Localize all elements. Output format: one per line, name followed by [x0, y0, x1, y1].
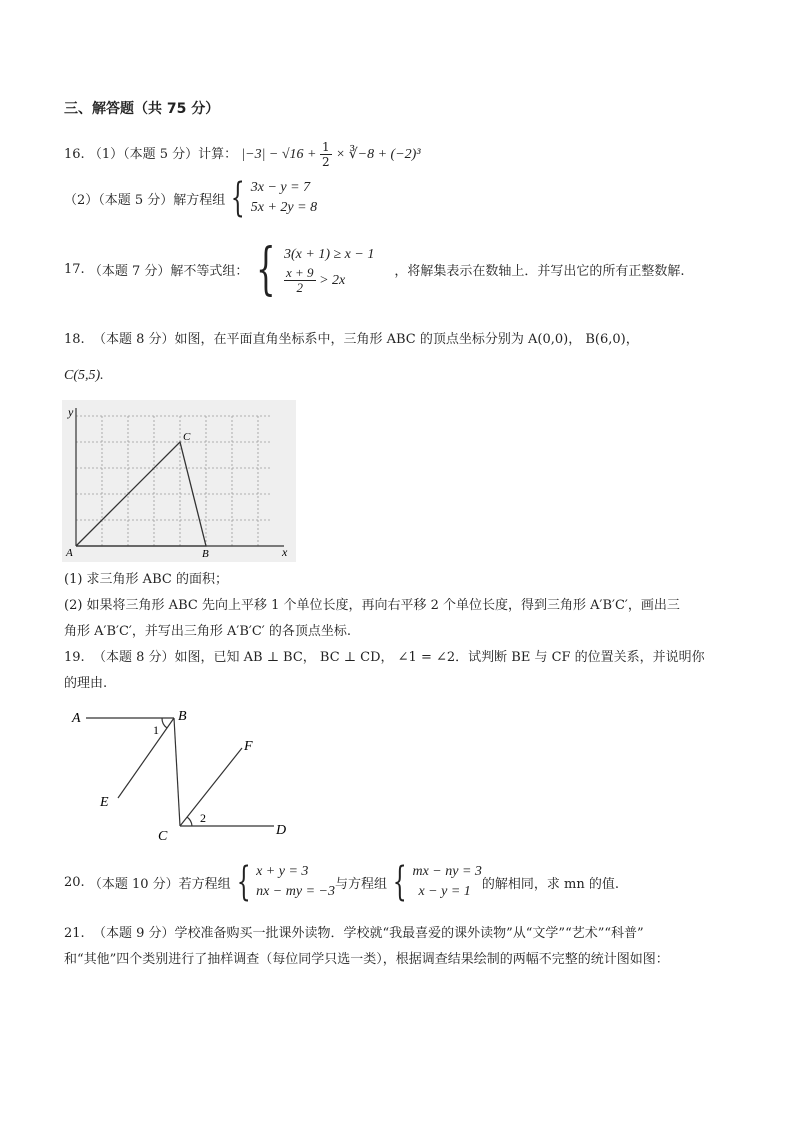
q17-eq2-rest: > 2x [319, 272, 346, 288]
q16-p1-expr-b: × ∛−8 + (−2)³ [335, 147, 421, 162]
q20-s1-eq2: nx − my = −3 [256, 884, 335, 899]
q17-number: 17. [64, 262, 85, 277]
label-e: E [100, 795, 109, 810]
q16-eq1: 3x − y = 7 [250, 180, 311, 195]
left-brace-icon: { [256, 236, 276, 302]
q17-system [248, 236, 375, 302]
q16-part1 [64, 140, 421, 169]
q20-number: 20. [64, 874, 85, 890]
label-b: B [202, 548, 209, 560]
q21-text1 [64, 922, 644, 941]
q19-text1 [64, 646, 705, 665]
left-brace-icon: { [231, 175, 246, 221]
q17-prefix: （本题 7 分）解不等式组： [88, 264, 249, 279]
q17-eq2-frac [284, 266, 316, 295]
angle-1-arc [162, 718, 167, 728]
q19-body: （本题 8 分）如图，已知 AB ⊥ BC， BC ⊥ CD， ∠1 = ∠2．试判断 BE 与 CF 的位置关系，并说明你 [92, 650, 705, 665]
segment-bc [174, 718, 180, 826]
left-brace-icon: { [236, 859, 251, 905]
q17-eq1: 3(x + 1) ≥ x − 1 [284, 247, 375, 262]
q18-number: 18. [64, 332, 85, 347]
label-d: D [276, 823, 287, 838]
left-brace-icon: { [392, 859, 407, 905]
q20 [64, 859, 619, 905]
label-angle-2: 2 [200, 811, 206, 825]
label-c: C [158, 829, 168, 844]
q16-p1-prefix: （1）（本题 5 分）计算： [88, 147, 238, 162]
segment-be [118, 718, 174, 798]
q18-text2: C(5,5). [64, 368, 104, 383]
segment-cf [180, 748, 242, 826]
q18-body: （本题 8 分）如图，在平面直角坐标系中，三角形 ABC 的顶点坐标分别为 A(0,0)， B(6,0)， [92, 332, 639, 347]
q19-figure [66, 700, 296, 848]
q20-system1 [231, 859, 335, 905]
q16-number: 16. [64, 147, 85, 162]
grid-background [62, 400, 296, 562]
q16-p2-prefix: （2）（本题 5 分）解方程组 [64, 192, 226, 208]
q21-text2: 和“其他”四个类别进行了抽样调查（每位同学只选一类），根据调查结果绘制的两幅不完整的统计图如图： [64, 952, 669, 967]
q20-prefix: （本题 10 分）若方程组 [88, 876, 231, 892]
q18-coordinate-grid [62, 400, 296, 562]
label-y: y [68, 405, 74, 419]
q20-system2 [387, 859, 482, 905]
q18-sub2b: 角形 A′B′C′，并写出三角形 A′B′C′ 的各顶点坐标. [64, 624, 352, 639]
q20-suffix: 的解相同，求 mn 的值. [481, 876, 619, 892]
label-angle-1: 1 [153, 723, 159, 737]
q21-body: （本题 9 分）学校准备购买一批课外读物．学校就“我最喜爱的课外读物”从“文学”“艺术”“科普” [92, 926, 644, 941]
q17-eq2-num: x + 9 [286, 265, 314, 280]
label-x: x [282, 545, 288, 559]
q16-system [225, 175, 318, 221]
q20-s2-eq2: x − y = 1 [418, 884, 471, 899]
q20-mid: 与方程组 [334, 876, 387, 892]
q16-eq2: 5x + 2y = 8 [250, 200, 318, 215]
q17-eq2-den: 2 [296, 280, 304, 295]
q18-sub1: (1) 求三角形 ABC 的面积； [64, 572, 228, 587]
q16-frac-den: 2 [322, 155, 330, 169]
q21-number: 21. [64, 926, 85, 941]
label-c: C [183, 431, 191, 443]
q16-p1-expr-a: |−3| − √16 + [241, 147, 321, 162]
q19-text2: 的理由. [64, 676, 108, 691]
label-b: B [178, 709, 187, 724]
label-a: A [66, 547, 73, 559]
label-f: F [244, 739, 253, 754]
q19-number: 19. [64, 650, 85, 665]
q16-frac-num: 1 [322, 140, 330, 154]
q18-sub2a: (2) 如果将三角形 ABC 先向上平移 1 个单位长度，再向右平移 2 个单位长度，得到三角形 A′B′C′，画出三 [64, 598, 680, 613]
angle-2-arc [187, 817, 192, 826]
section-title: 三、解答题（共 75 分） [64, 101, 220, 117]
label-a: A [72, 711, 81, 726]
q20-s2-eq1: mx − ny = 3 [412, 864, 482, 879]
q18-text1 [64, 328, 639, 347]
q17-suffix: ，将解集表示在数轴上．并写出它的所有正整数解. [394, 264, 685, 279]
q20-s1-eq1: x + y = 3 [256, 864, 309, 879]
q16-p1-fraction [320, 140, 332, 169]
q17 [64, 236, 685, 302]
q16-part2 [64, 175, 318, 221]
